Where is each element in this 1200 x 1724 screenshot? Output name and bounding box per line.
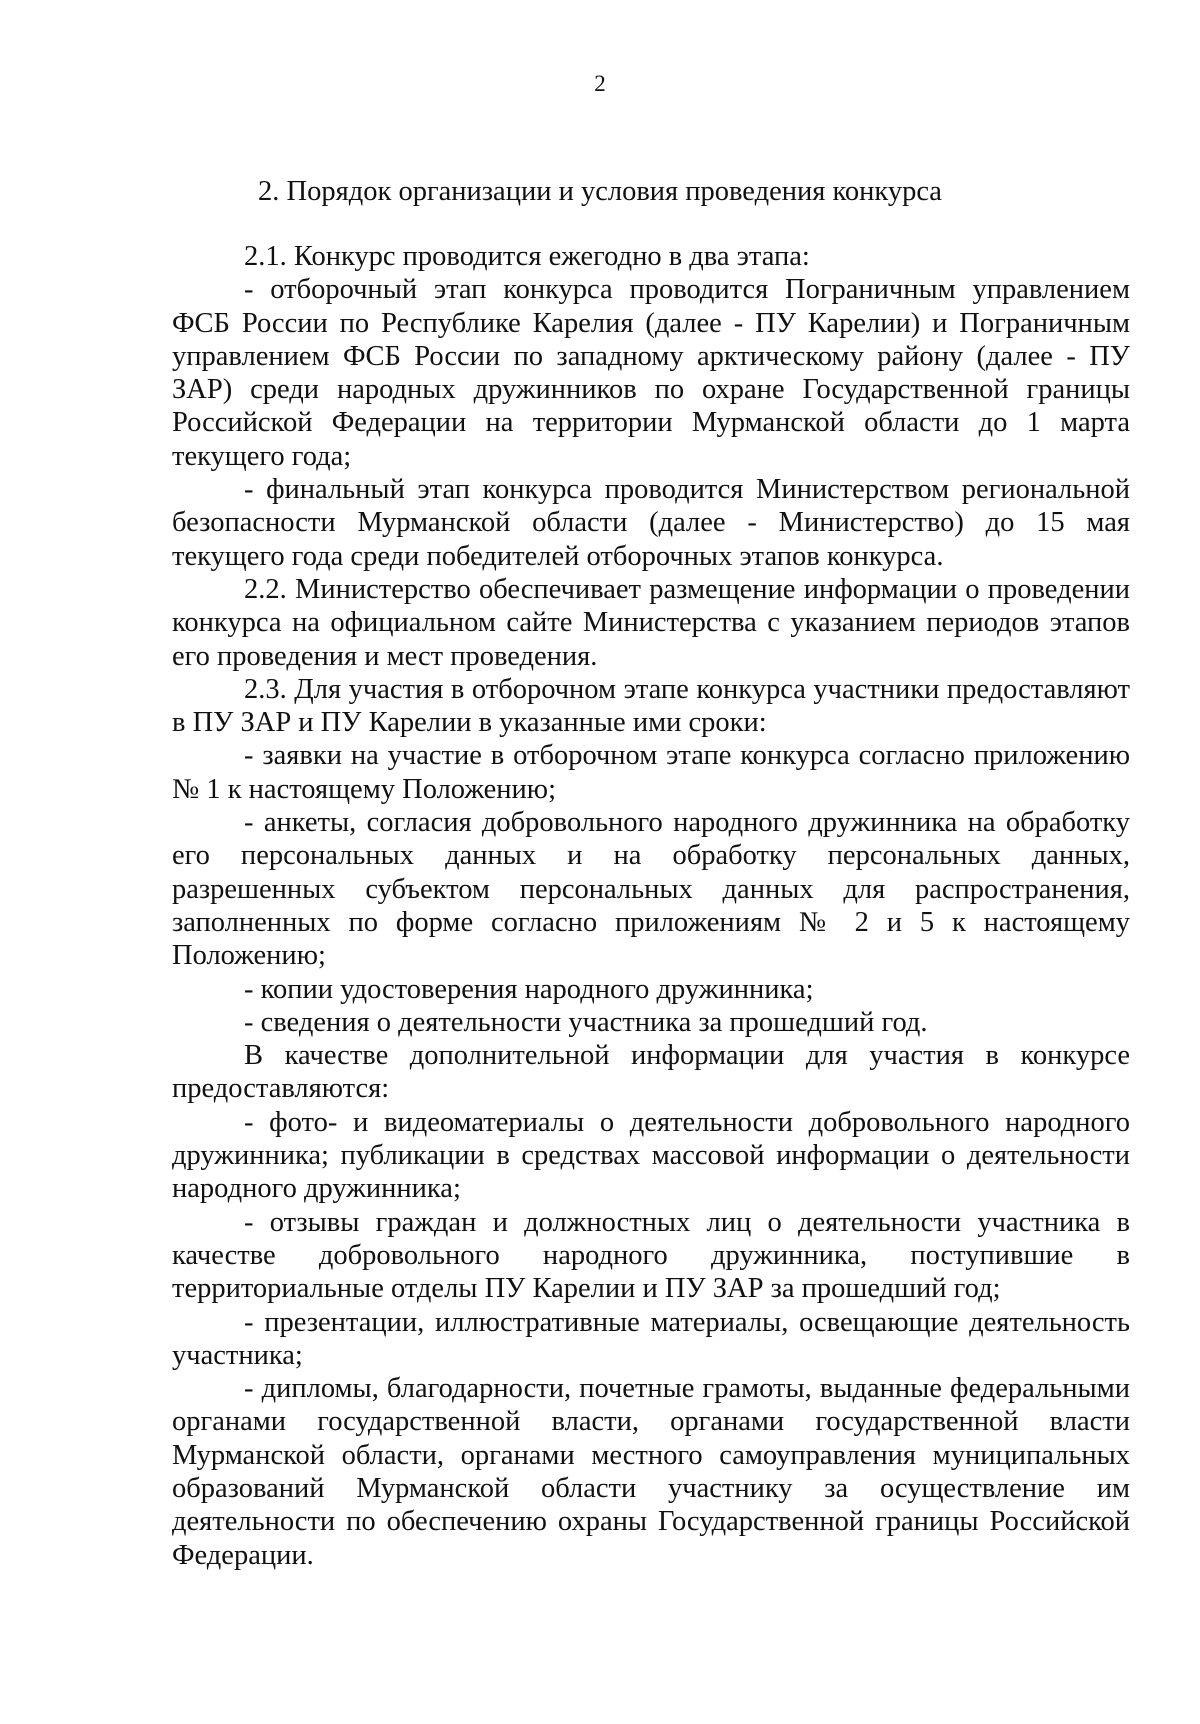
list-item-id-copies: - копии удостоверения народного дружинника; bbox=[244, 973, 814, 1005]
list-item-media: - фото- и видеоматериалы о деятельности добровольного народного дружинника; публикации в средствах массовой информации о деятельности народного дружинника; bbox=[172, 1106, 1130, 1205]
paragraph-2-3: 2.3. Для участия в отборочном этапе конкурса участники предоставляют в ПУ ЗАР и ПУ Карелии в указанные ими сроки: bbox=[172, 673, 1130, 739]
paragraph-additional-info: В качестве дополнительной информации для участия в конкурсе предоставляются: bbox=[172, 1040, 1130, 1105]
paragraph-2-2: 2.2. Министерство обеспечивает размещение информации о проведении конкурса на официальном сайте Министерства с указанием периодов этапов его проведения и мест проведения. bbox=[172, 573, 1130, 672]
list-item-applications: - заявки на участие в отборочном этапе конкурса согласно приложению № 1 к настоящему Положению; bbox=[172, 740, 1130, 805]
list-item-presentations: - презентации, иллюстративные материалы, освещающие деятельность участника; bbox=[172, 1306, 1130, 1371]
page-number: 2 bbox=[594, 71, 606, 96]
paragraph-selection-stage: - отборочный этап конкурса проводится Пограничным управлением ФСБ России по Республике Карелия (далее - ПУ Карелии) и Пограничным управлением ФСБ России по западному арктическому району (далее - ПУ ЗАР) среди народных дружинников по охране Государственной границы Российской Федерации на территории Мурманской области до 1 марта текущего года; bbox=[172, 274, 1130, 472]
list-item-activity-info: - сведения о деятельности участника за прошедший год. bbox=[244, 1006, 928, 1038]
list-item-reviews: - отзывы граждан и должностных лиц о деятельности участника в качестве добровольного народного дружинника, поступившие в территориальные отделы ПУ Карелии и ПУ ЗАР за прошедший год; bbox=[172, 1206, 1130, 1305]
list-item-diplomas: - дипломы, благодарности, почетные грамоты, выданные федеральными органами государственной власти, органами государственной власти Мурманской области, органами местного самоуправления муниципальных образований Мурманской области участнику за осуществление им деятельности по обеспечению охраны Государственной границы Российской Федерации. bbox=[172, 1373, 1130, 1571]
section-title: 2. Порядок организации и условия проведения конкурса bbox=[258, 176, 942, 207]
document-body bbox=[172, 240, 1130, 1572]
list-item-questionnaires: - анкеты, согласия добровольного народного дружинника на обработку его персональных данных и на обработку персональных данных, разрешенных субъектом персональных данных для распространения, заполненных по форме согласно приложениям № 2 и 5 к настоящему Положению; bbox=[172, 807, 1130, 972]
paragraph-final-stage: - финальный этап конкурса проводится Министерством региональной безопасности Мурманской области (далее - Министерство) до 15 мая текущего года среди победителей отборочных этапов конкурса. bbox=[172, 474, 1130, 572]
paragraph-2-1: 2.1. Конкурс проводится ежегодно в два этапа: bbox=[244, 241, 810, 272]
